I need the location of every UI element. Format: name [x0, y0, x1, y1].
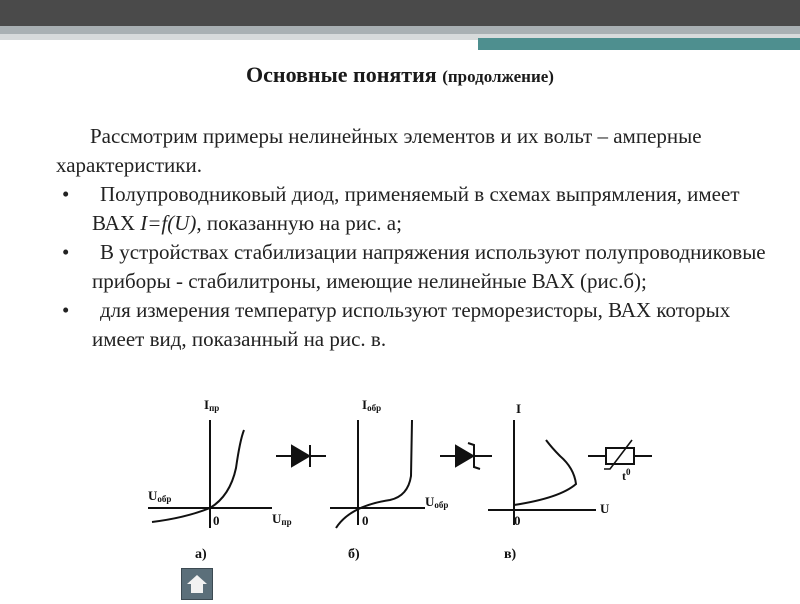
bullet-marker: • [62, 298, 70, 322]
bullet-text [92, 180, 766, 238]
zener-diode-symbol [440, 443, 492, 469]
fig-a-origin: 0 [213, 513, 220, 528]
fig-b-caption: б) [348, 547, 360, 562]
figure-c [488, 401, 610, 562]
bullet-text-part: для измерения температур используют терморезисторы, ВАХ которых имеет вид, показанный на рис. в. [92, 298, 731, 351]
bullet-marker: • [62, 240, 70, 264]
figures [0, 388, 800, 600]
thermistor-label: $t^0$ [622, 467, 631, 483]
fig-c-curve [514, 440, 576, 505]
figure-b [330, 397, 448, 562]
bullet-marker: • [62, 182, 70, 206]
figure-a [148, 397, 292, 562]
bullet-text-part: В устройствах стабилизации напряжения используют полупроводниковые приборы - стабилитроны, имеющие нелинейные ВАХ (рис.б); [92, 240, 766, 293]
bullet-text-part: , показанную на рис. а; [196, 211, 402, 235]
bullet-text [92, 238, 766, 296]
bullet-item [56, 180, 766, 238]
title-main: Основные понятия [246, 62, 437, 87]
fig-b-x-label: Uобр [425, 494, 449, 510]
fig-a-caption: а) [195, 547, 207, 562]
home-button[interactable] [181, 568, 213, 600]
top-bar [0, 0, 800, 26]
fig-b-y-label: Iобр [362, 397, 382, 413]
bullet-item [56, 296, 766, 354]
fig-a-x-label: Uпр [272, 511, 292, 527]
slide-body [56, 122, 766, 354]
slide-title [0, 62, 800, 88]
bullet-item [56, 238, 766, 296]
header-stripe [0, 26, 800, 34]
formula-text: I=f(U) [140, 211, 197, 235]
home-icon [182, 569, 212, 599]
fig-a-y-label: Iпр [204, 397, 220, 413]
fig-c-y-label: I [516, 401, 522, 416]
fig-b-curve [336, 420, 412, 528]
bullet-text-part: Полупроводниковый диод, применяемый в схемах выпрямления, имеет ВАХ [92, 182, 740, 235]
fig-c-x-label: U [600, 501, 610, 516]
fig-c-caption: в) [504, 547, 517, 562]
bullet-text [92, 296, 766, 354]
fig-a-neg-label: Uобр [148, 488, 172, 504]
diode-symbol-1 [276, 445, 326, 467]
thermistor-symbol [588, 440, 652, 483]
intro-paragraph: Рассмотрим примеры нелинейных элементов и их вольт – амперные характеристики. [56, 124, 702, 177]
title-suffix: (продолжение) [442, 67, 554, 86]
fig-b-origin: 0 [362, 513, 369, 528]
bullet-list [56, 180, 766, 354]
accent-bar [478, 38, 800, 50]
fig-c-origin: 0 [514, 513, 521, 528]
